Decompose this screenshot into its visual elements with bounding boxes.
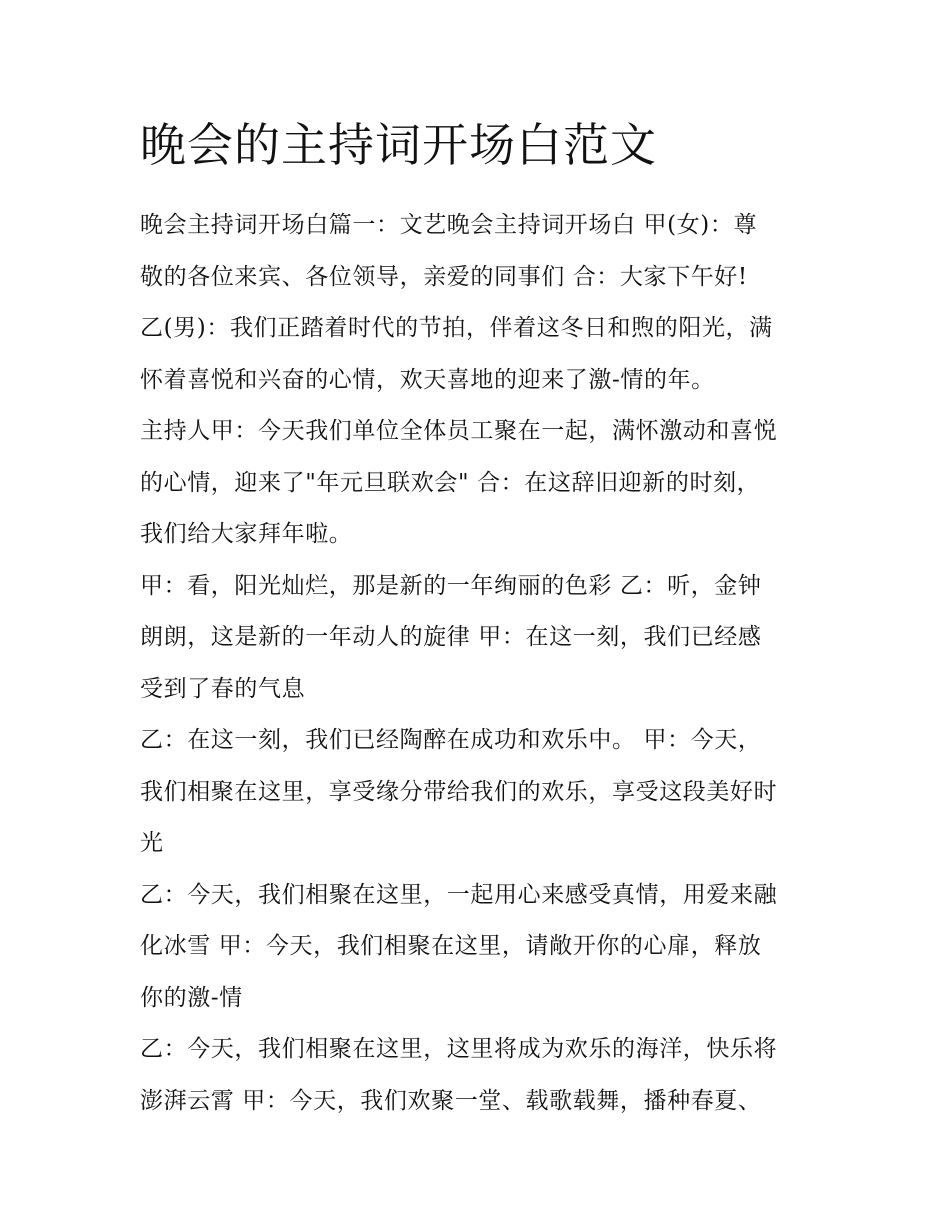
text-line: 怀着喜悦和兴奋的心情，欢天喜地的迎来了激-情的年。 — [140, 366, 715, 393]
text-line: 乙：今天，我们相聚在这里，一起用心来感受真情，用爱来融 — [140, 881, 778, 908]
text-line: 我们相聚在这里，享受缘分带给我们的欢乐，享受这段美好时 — [140, 778, 778, 805]
document-title: 晚会的主持词开场白范文 — [140, 118, 657, 172]
text-line: 澎湃云霄 甲：今天，我们欢聚一堂、载歌载舞，播种春夏、 — [140, 1087, 762, 1114]
text-line: 受到了春的气息 — [140, 675, 306, 702]
text-line: 乙：在这一刻，我们已经陶醉在成功和欢乐中。 甲：今天， — [140, 727, 762, 753]
text-line: 朗朗，这是新的一年动人的旋律 甲：在这一刻，我们已经感 — [140, 624, 762, 650]
text-line: 敬的各位来宾、各位领导，亲爱的同事们 合：大家下午好! — [140, 263, 748, 290]
text-line: 你的激-情 — [140, 984, 243, 1011]
text-line: 化冰雪 甲：今天，我们相聚在这里，请敞开你的心扉，释放 — [140, 933, 762, 959]
text-line: 乙(男)：我们正踏着时代的节拍，伴着这冬日和煦的阳光，满 — [140, 315, 773, 341]
text-line: 的心情，迎来了"年元旦联欢会" 合：在这辞旧迎新的时刻， — [140, 469, 761, 496]
document-body — [140, 200, 830, 1127]
text-line: 晚会主持词开场白篇一：文艺晚会主持词开场白 甲(女)：尊 — [140, 212, 758, 238]
text-line: 我们给大家拜年啦。 — [140, 521, 353, 547]
text-line: 乙：今天，我们相聚在这里，这里将成为欢乐的海洋，快乐将 — [140, 1036, 778, 1062]
text-line: 光 — [140, 830, 164, 856]
text-line: 主持人甲：今天我们单位全体员工聚在一起，满怀激动和喜悦 — [140, 418, 778, 444]
text-line: 甲：看，阳光灿烂，那是新的一年绚丽的色彩 乙：听，金钟 — [140, 572, 762, 599]
